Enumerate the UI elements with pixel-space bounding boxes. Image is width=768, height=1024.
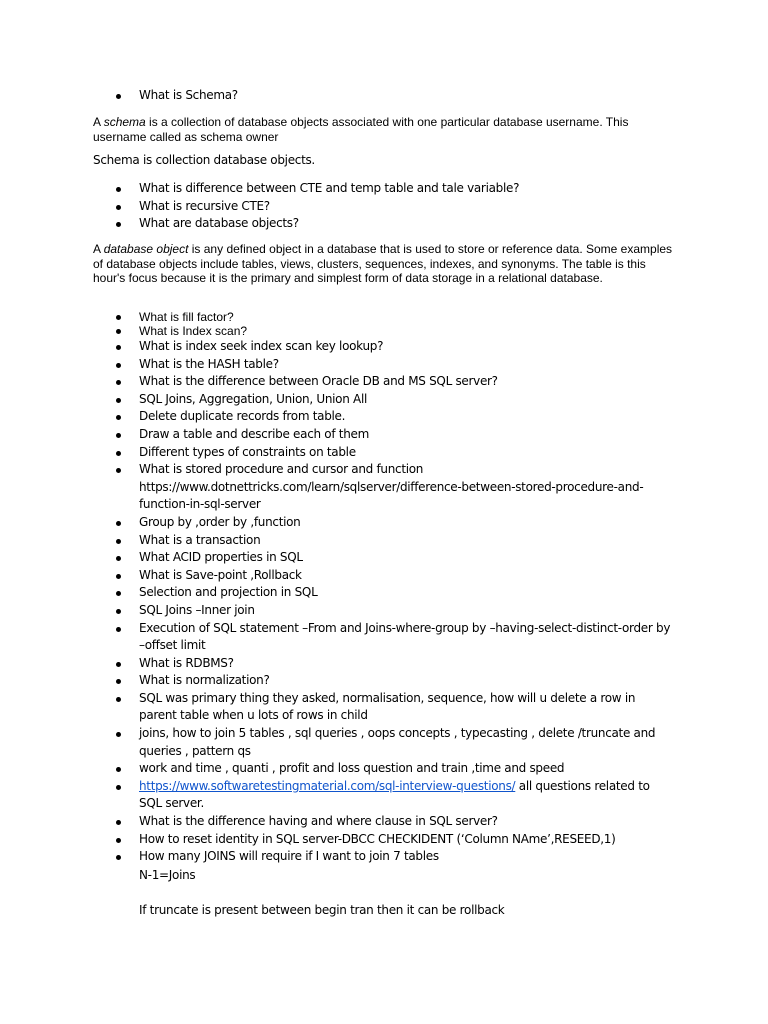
question-list-a bbox=[93, 180, 673, 233]
bullet-icon bbox=[116, 451, 121, 456]
list-item: What is the difference between Oracle DB and MS SQL server? bbox=[93, 373, 673, 391]
bullet-icon bbox=[116, 767, 121, 772]
bullet-icon bbox=[116, 187, 121, 192]
list-item: What is a transaction bbox=[93, 532, 673, 550]
list-item: What are database objects? bbox=[93, 215, 673, 233]
list-item: How to reset identity in SQL server-DBCC CHECKIDENT (‘Column NAme’,RESEED,1) bbox=[93, 831, 673, 849]
database-object-term: database object bbox=[103, 242, 189, 256]
list-item: What is Schema? bbox=[93, 87, 673, 105]
list-item: SQL Joins –Inner join bbox=[93, 602, 673, 620]
list-item: What is index seek index scan key lookup? bbox=[93, 338, 673, 356]
bullet-icon bbox=[116, 415, 121, 420]
truncate-note: If truncate is present between begin tran then it can be rollback bbox=[139, 903, 505, 917]
interview-questions-link[interactable]: https://www.softwaretestingmaterial.com/sql-interview-questions/ bbox=[139, 778, 516, 793]
bullet-icon bbox=[116, 539, 121, 544]
list-item: What is the HASH table? bbox=[93, 356, 673, 374]
schema-definition: A schema is a collection of database objects associated with one particular database username. This username called as schema owner bbox=[93, 115, 629, 144]
list-item: Execution of SQL statement –From and Joins-where-group by –having-select-distinct-order by –offset limit bbox=[93, 620, 673, 655]
bullet-icon bbox=[116, 468, 121, 473]
bullet-icon bbox=[116, 556, 121, 561]
bullet-icon bbox=[116, 363, 121, 368]
list-item: Delete duplicate records from table. bbox=[93, 408, 673, 426]
list-item: SQL was primary thing they asked, normalisation, sequence, how will u delete a row in parent table when u lots of rows in child bbox=[93, 690, 673, 725]
bullet-icon bbox=[116, 855, 121, 860]
bullet-icon bbox=[116, 732, 121, 737]
bullet-icon bbox=[116, 574, 121, 579]
list-item: What is fill factor? bbox=[93, 310, 673, 324]
schema-term: schema bbox=[103, 115, 146, 129]
list-item: Group by ,order by ,function bbox=[93, 514, 673, 532]
list-item: Different types of constraints on table bbox=[93, 444, 673, 462]
list-item: What is normalization? bbox=[93, 672, 673, 690]
list-item: work and time , quanti , profit and loss question and train ,time and speed bbox=[93, 760, 673, 778]
bullet-icon bbox=[116, 345, 121, 350]
bullet-icon bbox=[116, 433, 121, 438]
bullet-icon bbox=[116, 785, 121, 790]
schema-question-list bbox=[93, 87, 673, 105]
bullet-icon bbox=[116, 662, 121, 667]
bullet-icon bbox=[116, 697, 121, 702]
list-item: SQL Joins, Aggregation, Union, Union All bbox=[93, 391, 673, 409]
bullet-icon bbox=[116, 315, 121, 320]
bullet-icon bbox=[116, 838, 121, 843]
database-object-definition: A database object is any defined object in a database that is used to store or reference data. Some examples of database objects include tables, views, clusters, sequences, indexes, and synonyms. The table is this hour's focus because it is the primary and simplest form of data storage in a relational database. bbox=[93, 242, 673, 285]
bullet-icon bbox=[116, 627, 121, 632]
bullet-icon bbox=[116, 205, 121, 210]
list-item: What is recursive CTE? bbox=[93, 198, 673, 216]
bullet-icon bbox=[116, 329, 121, 334]
list-item: joins, how to join 5 tables , sql queries , oops concepts , typecasting , delete /truncate and queries , pattern qs bbox=[93, 725, 673, 760]
list-item: What ACID properties in SQL bbox=[93, 549, 673, 567]
list-item: What is Save-point ,Rollback bbox=[93, 567, 673, 585]
list-item: Selection and projection in SQL bbox=[93, 584, 673, 602]
schema-summary: Schema is collection database objects. bbox=[93, 153, 315, 167]
list-item: What is difference between CTE and temp table and tale variable? bbox=[93, 180, 673, 198]
bullet-icon bbox=[116, 94, 121, 99]
bullet-icon bbox=[116, 398, 121, 403]
question-list-b bbox=[93, 310, 673, 866]
joins-answer: N-1=Joins bbox=[139, 868, 196, 882]
list-item: Draw a table and describe each of them bbox=[93, 426, 673, 444]
list-item: What is RDBMS? bbox=[93, 655, 673, 673]
list-item: What is the difference having and where clause in SQL server? bbox=[93, 813, 673, 831]
bullet-icon bbox=[116, 820, 121, 825]
list-item: How many JOINS will require if I want to join 7 tables bbox=[93, 848, 673, 866]
list-item: What is stored procedure and cursor and function https://www.dotnettricks.com/learn/sqlserver/difference-between-stored-procedure-and-function-in-sql-server bbox=[93, 461, 673, 514]
bullet-icon bbox=[116, 521, 121, 526]
list-item: What is Index scan? bbox=[93, 324, 673, 338]
list-item-link: https://www.softwaretestingmaterial.com/sql-interview-questions/ all questions related to SQL server. bbox=[93, 778, 673, 813]
bullet-icon bbox=[116, 591, 121, 596]
bullet-icon bbox=[116, 679, 121, 684]
bullet-icon bbox=[116, 609, 121, 614]
bullet-icon bbox=[116, 222, 121, 227]
bullet-icon bbox=[116, 380, 121, 385]
